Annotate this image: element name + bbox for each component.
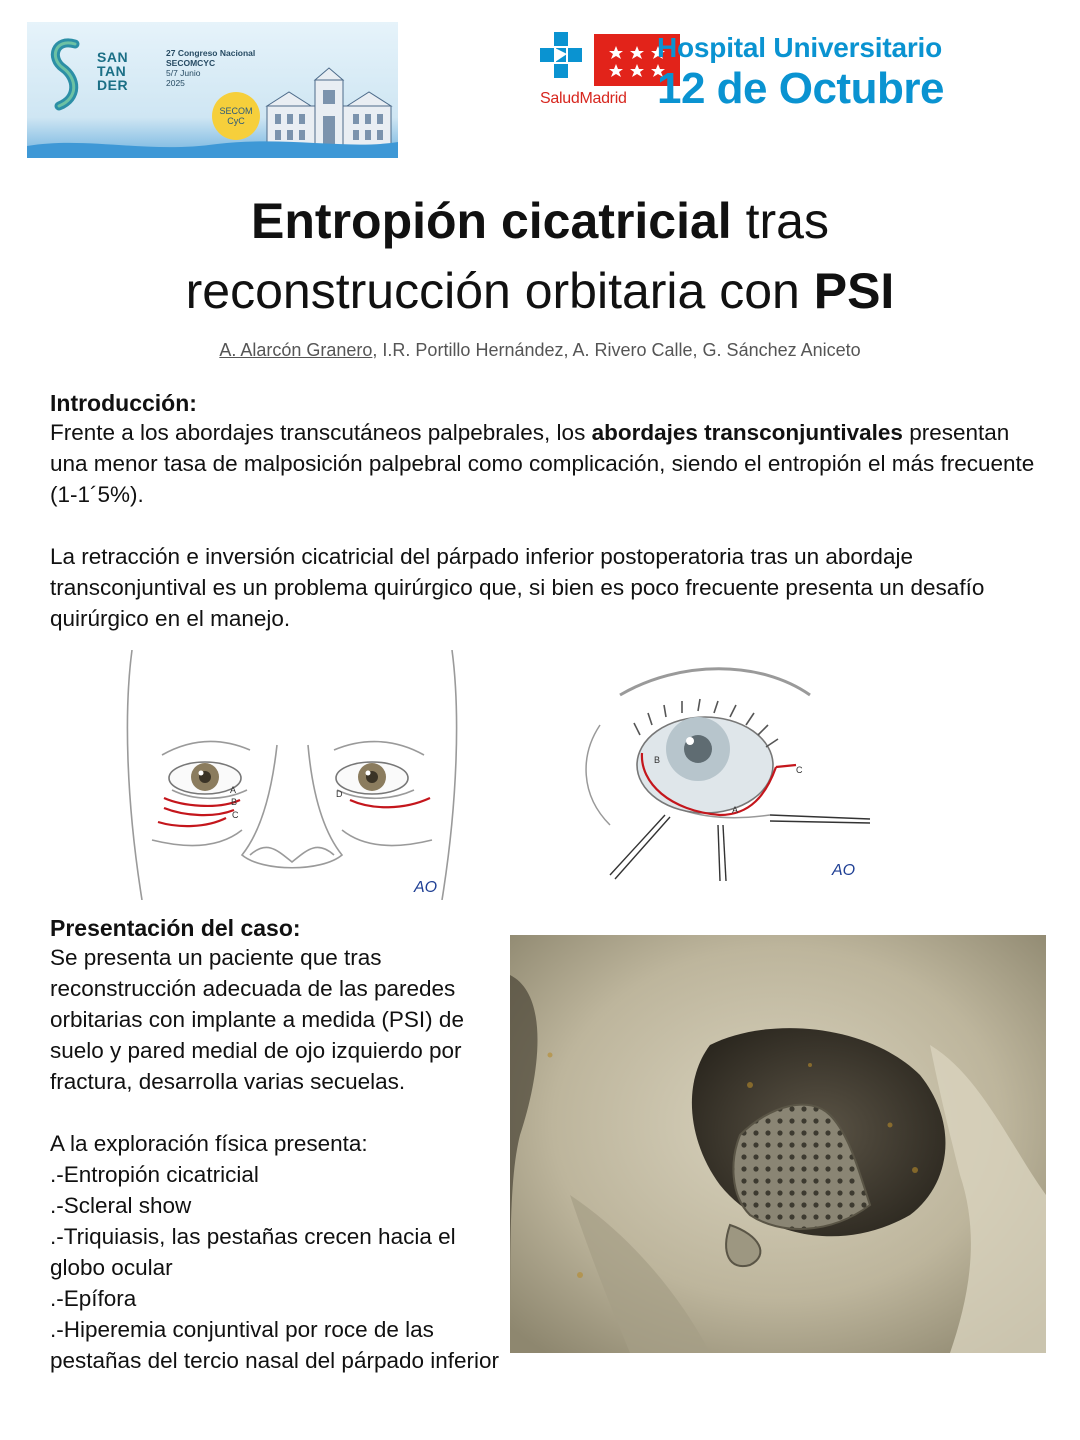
case-heading: Presentación del caso: <box>50 915 301 941</box>
introduction-section <box>50 390 1040 634</box>
banner-city-line: SAN <box>97 49 129 65</box>
finding-item: .-Hiperemia conjuntival por roce de las pestañas del tercio nasal del párpado inferior <box>50 1317 500 1373</box>
poster-title <box>0 186 1080 326</box>
banner-congress-line: 27 Congreso Nacional <box>166 48 256 58</box>
banner-city-line: TAN <box>97 63 127 79</box>
label-a: A <box>230 785 237 795</box>
title-normal-part: reconstrucción orbitaria con <box>185 263 814 319</box>
congress-banner <box>27 22 398 158</box>
intro-bold-text: abordajes transconjuntivales <box>591 420 903 445</box>
secomcyc-badge <box>212 92 260 140</box>
label-a: A <box>732 805 739 815</box>
face-incisions-illustration <box>122 650 462 900</box>
label-b: B <box>654 755 661 765</box>
secom-badge-line: SECOM <box>219 106 253 116</box>
title-bold-part: PSI <box>813 263 895 319</box>
ct-3d-reconstruction-image <box>510 935 1046 1353</box>
incision-line-c <box>776 765 796 767</box>
banner-congress-line: SECOMCYC <box>166 58 216 68</box>
eye-approach-illustration <box>570 655 880 885</box>
banner-city-name <box>97 50 153 92</box>
introduction-paragraph-1 <box>50 417 1040 510</box>
madrid-word: Madrid <box>579 90 627 107</box>
introduction-paragraph-2: La retracción e inversión cicatricial del párpado inferior postoperatoria tras un abordaje transconjuntival es un problema quirúrgico que, si bien es poco frecuente presenta un desafío quirúrgico en el manejo. <box>50 544 985 631</box>
intro-text: presentan una menor tasa de malposición palpebral como complicación, siendo el entropión el más frecuente (1-1´5%). <box>50 420 1035 507</box>
findings-list <box>50 1128 500 1376</box>
label-c: C <box>796 765 803 775</box>
ao-logo: AO <box>832 862 856 879</box>
left-eye <box>336 762 408 794</box>
case-paragraph: Se presenta un paciente que tras reconstrucción adecuada de las paredes orbitarias con implante a medida (PSI) de suelo y pared medial de ojo izquierdo por fractura, desarrolla varias secuelas. <box>50 945 464 1094</box>
co-authors: , I.R. Portillo Hernández, A. Rivero Calle, G. Sánchez Aniceto <box>372 340 861 360</box>
banner-city-line: DER <box>97 77 129 93</box>
incision-lines <box>158 798 430 826</box>
salud-madrid-cross-icon <box>540 32 590 86</box>
introduction-heading: Introducción: <box>50 390 197 416</box>
retractors <box>610 815 870 881</box>
finding-item: .-Triquiasis, las pestañas crecen hacia el globo ocular <box>50 1224 456 1280</box>
ao-logo: AO <box>414 879 438 896</box>
title-bold-part: Entropión cicatricial <box>251 193 732 249</box>
banner-wave-icon <box>27 136 398 158</box>
first-author: A. Alarcón Granero <box>219 340 373 360</box>
finding-item: .-Epífora <box>50 1286 137 1311</box>
label-d: D <box>336 789 343 799</box>
authors-line <box>0 340 1080 361</box>
finding-item: .-Scleral show <box>50 1193 192 1218</box>
salud-madrid-wordmark <box>540 90 627 108</box>
santander-s-logo-icon <box>45 36 87 116</box>
banner-congress-line: 5/7 Junio <box>166 68 201 78</box>
findings-intro: A la exploración física presenta: <box>50 1131 368 1156</box>
title-line1 <box>0 186 1080 256</box>
label-b: B <box>231 797 238 807</box>
case-presentation-section <box>50 915 500 1376</box>
hospital-name-line1: Hospital Universitario <box>657 32 943 63</box>
secom-badge-line: CyC <box>227 116 245 126</box>
hospital-logo <box>540 28 1020 118</box>
title-line2 <box>0 256 1080 326</box>
title-normal-part: tras <box>731 193 829 249</box>
intro-text: Frente a los abordajes transcutáneos palpebrales, los <box>50 420 592 445</box>
finding-item: .-Entropión cicatricial <box>50 1162 259 1187</box>
label-c: C <box>232 810 239 820</box>
hospital-name-line2: 12 de Octubre <box>657 64 944 113</box>
eyeball <box>637 717 773 813</box>
salud-word: Salud <box>540 90 580 107</box>
banner-congress-line: 2025 <box>166 78 185 88</box>
